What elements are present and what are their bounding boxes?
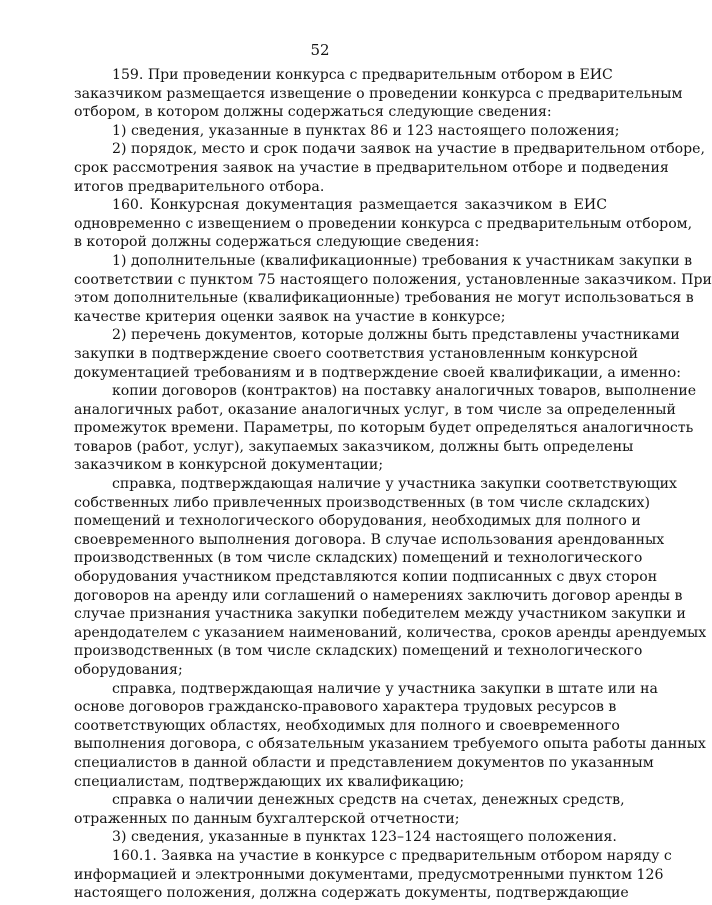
text-line: 159. При проведении конкурса с предварительным отбором в ЕИС <box>112 67 613 83</box>
text-line: оборудования; <box>74 662 183 678</box>
text-line: копии договоров (контрактов) на поставку аналогичных товаров, выполнение <box>112 383 697 400</box>
text-line: собственных либо привлеченных производственных (в том числе складских) <box>74 494 650 511</box>
text-line: соответствующих областях, необходимых для полного и своевременного <box>74 717 620 734</box>
text-line: заказчиком в конкурсной документации; <box>74 457 384 474</box>
text-line: 1) дополнительные (квалификационные) требования к участникам закупки в <box>112 252 693 269</box>
text-line: основе договоров гражданско-правового характера трудовых ресурсов в <box>74 699 617 716</box>
text-line: специалистам, подтверждающих их квалификацию; <box>74 773 465 790</box>
text-line: этом дополнительные (квалификационные) требования не могут использоваться в <box>74 290 694 307</box>
text-line: соответствии с пунктом 75 настоящего положения, установленные заказчиком. При <box>74 271 712 288</box>
text-line: случае признания участника закупки победителем между участником закупки и <box>74 606 686 623</box>
text-line: одновременно с извещением о проведении конкурса с предварительным отбором, <box>74 215 693 232</box>
page-number: 52 <box>310 41 330 59</box>
text-line: помещений и технологического оборудования, необходимых для полного и <box>74 513 641 530</box>
text-line: итогов предварительного отбора. <box>74 178 325 195</box>
text-line: специалистов в данной области и представлением документов по указанным <box>74 754 654 771</box>
text-line: промежуток времени. Параметры, по которым будет определяться аналогичность <box>74 420 694 437</box>
text-line: оборудования участником представляются копии подписанных с двух сторон <box>74 569 658 586</box>
text-line: в которой должны содержаться следующие сведения: <box>74 234 480 251</box>
text-line: аналогичных работ, оказание аналогичных услуг, в том числе за определенный <box>74 401 676 418</box>
text-line: отраженных по данным бухгалтерской отчетности; <box>74 810 460 827</box>
text-line: 1) сведения, указанные в пунктах 86 и 123 настоящего положения; <box>112 122 620 139</box>
text-line: заказчиком размещается извещение о проведении конкурса с предварительным <box>74 85 683 102</box>
text-line: 2) порядок, место и срок подачи заявок на участие в предварительном отборе, <box>112 141 706 158</box>
text-line: качестве критерия оценки заявок на участие в конкурсе; <box>74 308 506 325</box>
text-line: отбором, в котором должны содержаться следующие сведения: <box>74 104 552 121</box>
text-line: 3) сведения, указанные в пунктах 123–124 настоящего положения. <box>112 829 617 846</box>
text-line: арендодателем с указанием наименований, количества, сроков аренды арендуемых <box>74 624 707 641</box>
text-line: информацией и электронными документами, предусмотренными пунктом 126 <box>74 866 664 883</box>
text-line: закупки в подтверждение своего соответствия установленным конкурсной <box>74 345 638 362</box>
text-line: производственных (в том числе складских) помещений и технологического <box>74 643 643 660</box>
text-line: выполнения договора, с обязательным указанием требуемого опыта работы данных <box>74 736 706 753</box>
text-line: 160.1. Заявка на участие в конкурсе с предварительным отбором наряду с <box>112 847 672 864</box>
text-line: справка, подтверждающая наличие у участника закупки в штате или на <box>112 680 658 697</box>
text-line: 2) перечень документов, которые должны быть представлены участниками <box>112 327 680 344</box>
text-line: справка, подтверждающая наличие у участника закупки соответствующих <box>112 476 677 493</box>
text-line: справка о наличии денежных средств на счетах, денежных средств, <box>112 792 625 809</box>
text-line: товаров (работ, услуг), закупаемых заказчиком, должны быть определены <box>74 438 634 455</box>
text-line: 160. Конкурсная документация размещается заказчиком в ЕИС <box>112 197 607 214</box>
text-line: срок рассмотрения заявок на участие в предварительном отборе и подведения <box>74 159 669 176</box>
text-line: настоящего положения, должна содержать документы, подтверждающие <box>74 885 629 902</box>
text-line: производственных (в том числе складских) помещений и технологического <box>74 550 643 567</box>
text-line: своевременного выполнения договора. В случае использования арендованных <box>74 531 665 548</box>
text-line: документацией требованиям и в подтверждение своей квалификации, а именно: <box>74 364 682 381</box>
document-body <box>74 66 712 903</box>
text-line: договоров на аренду или соглашений о намерениях заключить договор аренды в <box>74 587 683 604</box>
